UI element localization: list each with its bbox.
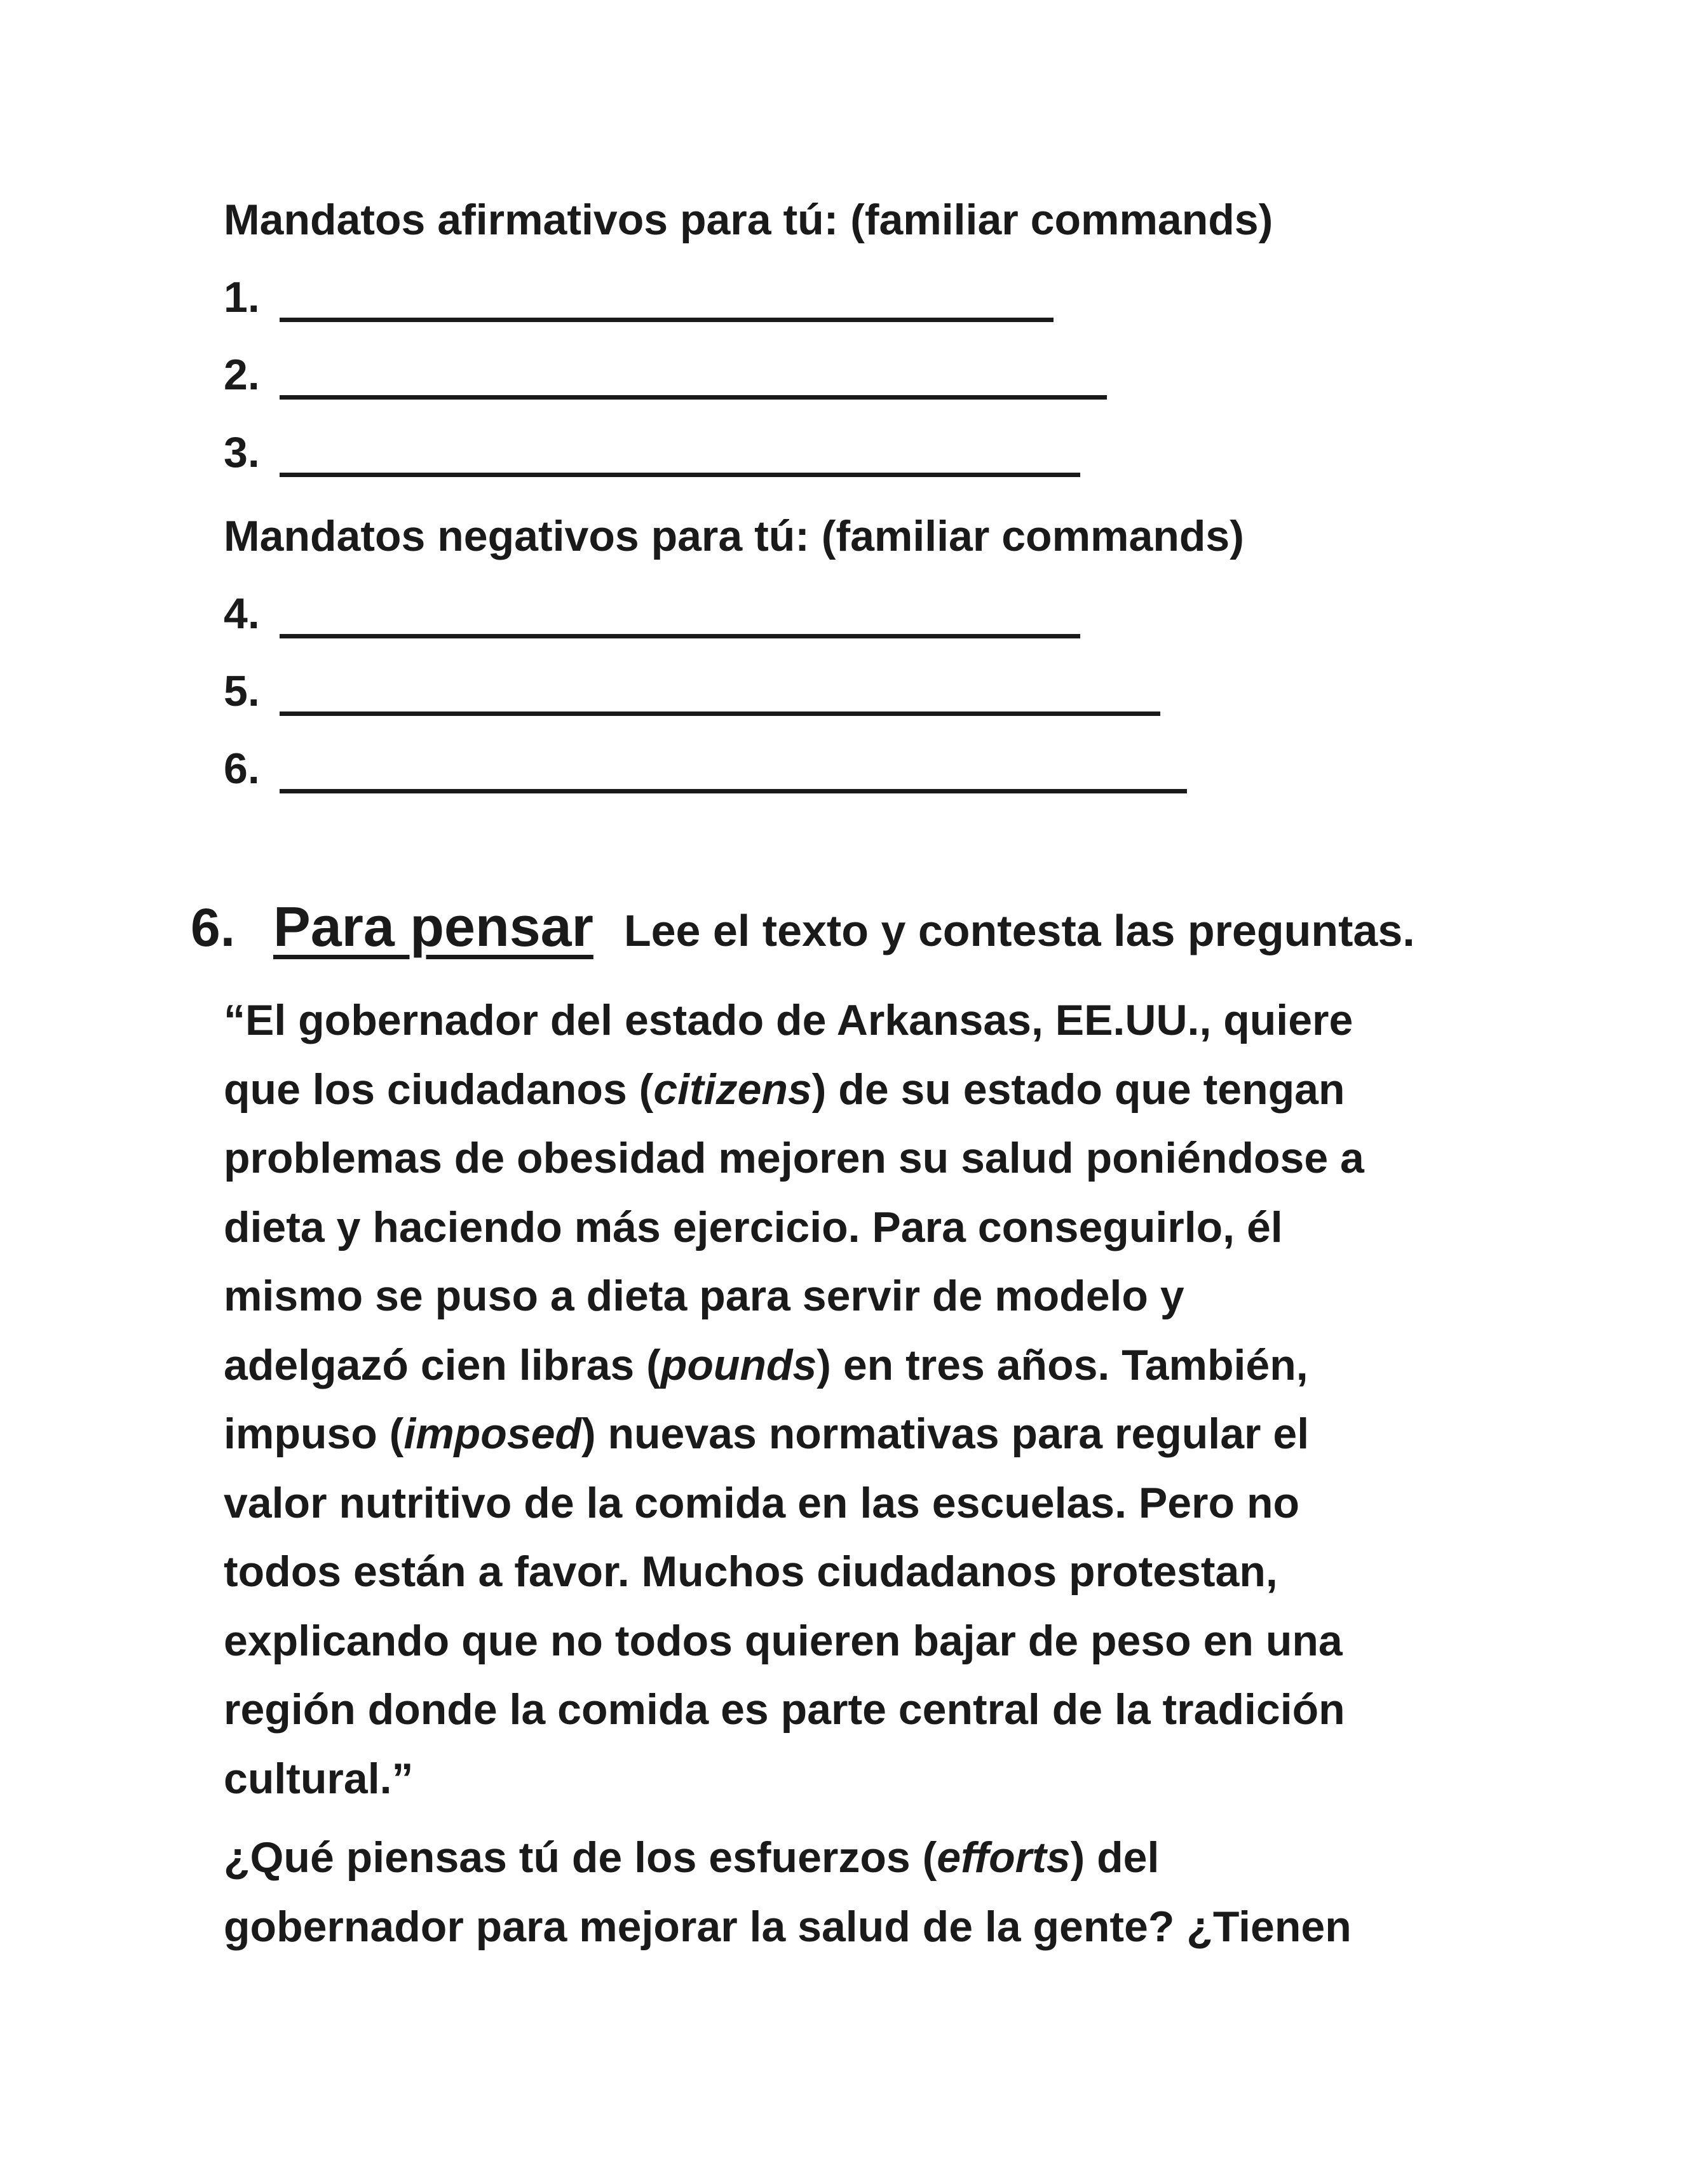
negative-item-4 (224, 590, 278, 638)
question-part: ¿Qué piensas tú de los esfuerzos ( (224, 1833, 937, 1882)
negative-item-6 (224, 745, 278, 793)
answer-blank-1[interactable] (280, 318, 1054, 322)
item-number: 5. (224, 667, 260, 715)
passage-line: problemas de obesidad mejoren su salud poniéndose a (224, 1134, 1364, 1182)
item-number: 1. (224, 273, 260, 321)
passage-text: impuso ( (224, 1410, 404, 1458)
passage-text: ) de su estado que tengan (811, 1065, 1345, 1114)
passage-line (224, 1055, 1545, 1124)
item-number: 3. (224, 428, 260, 476)
passage-text: adelgazó cien libras ( (224, 1340, 661, 1389)
passage-line: valor nutritivo de la comida en las escuelas. Pero no (224, 1478, 1300, 1527)
passage-line: explicando que no todos quieren bajar de peso en una (224, 1616, 1343, 1665)
gloss-citizens: citizens (653, 1065, 812, 1114)
passage-line: todos están a favor. Muchos ciudadanos protestan, (224, 1547, 1278, 1596)
question-line: gobernador para mejorar la salud de la gente? ¿Tienen (224, 1902, 1352, 1951)
passage-text: ) en tres años. También, (817, 1340, 1308, 1389)
passage-line: región donde la comida es parte central de la tradición (224, 1685, 1345, 1734)
gloss-pounds: pounds (660, 1340, 817, 1389)
answer-blank-4[interactable] (280, 634, 1080, 638)
gloss-imposed: imposed (403, 1410, 581, 1458)
answer-blank-2[interactable] (280, 395, 1107, 400)
question-part: ) del (1070, 1833, 1160, 1882)
question-text (224, 1823, 1545, 1961)
passage-text: que los ciudadanos ( (224, 1065, 654, 1114)
affirmative-item-1 (224, 273, 278, 321)
passage-line: “El gobernador del estado de Arkansas, EE.UU., quiere (224, 996, 1353, 1044)
section-number: 6. (191, 898, 236, 957)
passage-line: dieta y haciendo más ejercicio. Para conseguirlo, él (224, 1203, 1283, 1251)
passage-line: cultural.” (224, 1754, 414, 1803)
affirmative-item-3 (224, 428, 278, 476)
affirmative-item-2 (224, 351, 278, 399)
item-number: 2. (224, 351, 260, 399)
passage-line (224, 1399, 1545, 1469)
item-number: 4. (224, 590, 260, 638)
answer-blank-5[interactable] (280, 711, 1160, 716)
reading-passage (224, 986, 1545, 1813)
section-instruction: Lee el texto y contesta las preguntas. (623, 906, 1415, 955)
negative-heading: Mandatos negativos para tú: (familiar commands) (224, 512, 1244, 560)
passage-line: mismo se puso a dieta para servir de modelo y (224, 1272, 1184, 1320)
passage-line (224, 1331, 1545, 1400)
gloss-efforts: efforts (937, 1833, 1071, 1882)
answer-blank-6[interactable] (280, 789, 1187, 793)
question-line (224, 1823, 1545, 1892)
answer-blank-3[interactable] (280, 473, 1080, 477)
negative-item-5 (224, 667, 278, 715)
passage-text: ) nuevas normativas para regular el (581, 1410, 1310, 1458)
section-heading (191, 895, 1415, 958)
item-number: 6. (224, 745, 260, 793)
section-title: Para pensar (273, 895, 593, 958)
affirmative-heading: Mandatos afirmativos para tú: (familiar commands) (224, 196, 1273, 244)
